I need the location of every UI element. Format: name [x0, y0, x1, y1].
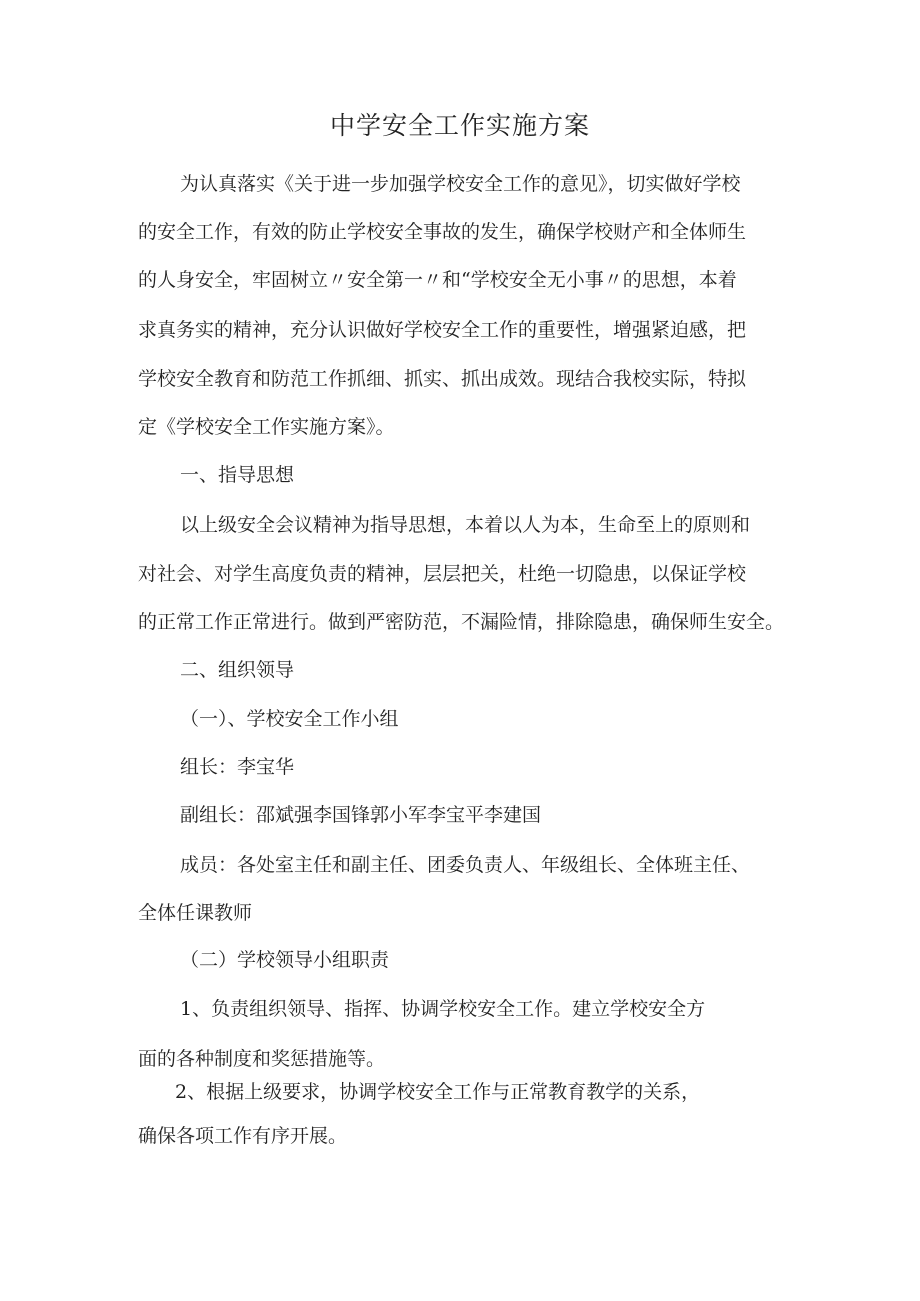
paragraph-line: 的安全工作，有效的防止学校安全事故的发生，确保学校财产和全体师生: [138, 221, 747, 243]
document-title: 中学安全工作实施方案: [329, 111, 590, 140]
paragraph-line: 为认真落实《关于进一步加强学校安全工作的意见》，切实做好学校: [180, 173, 741, 195]
subsection-heading-responsibilities: （二）学校领导小组职责: [180, 949, 390, 971]
subsection-heading-safety-group: （一）、学校安全工作小组: [180, 708, 399, 730]
members-line-continued: 全体任课教师: [138, 902, 253, 924]
deputy-leader-line: 副组长：邵斌强李国锋郭小军李宝平李建国: [180, 804, 542, 826]
paragraph-line: 对社会、对学生高度负责的精神，层层把关，杜绝一切隐患，以保证学校: [138, 563, 747, 585]
responsibility-item-1: 1、负责组织领导、指挥、协调学校安全工作。建立学校安全方: [180, 998, 706, 1020]
responsibility-item-1-continued: 面的各种制度和奖惩措施等。: [138, 1048, 386, 1070]
responsibility-item-2: 2、根据上级要求，协调学校安全工作与正常教育教学的关系，: [175, 1081, 701, 1103]
paragraph-line: 的正常工作正常进行。做到严密防范，不漏险情，排除隐患，确保师生安全。: [138, 611, 785, 633]
paragraph-line: 以上级安全会议精神为指导思想，本着以人为本，生命至上的原则和: [180, 514, 751, 536]
section-heading-guiding-thought: 一、指导思想: [180, 464, 295, 486]
paragraph-line: 学校安全教育和防范工作抓细、抓实、抓出成效。现结合我校实际，特拟: [138, 368, 747, 390]
section-heading-organization: 二、组织领导: [180, 659, 295, 681]
members-line: 成员：各处室主任和副主任、团委负责人、年级组长、全体班主任、: [180, 854, 751, 876]
group-leader-line: 组长：李宝华: [180, 756, 295, 778]
paragraph-line: 的人身安全，牢固树立〃安全第一〃和“学校安全无小事〃的思想，本着: [138, 269, 737, 291]
responsibility-item-2-continued: 确保各项工作有序开展。: [138, 1125, 348, 1147]
paragraph-line: 定《学校安全工作实施方案》。: [138, 416, 395, 438]
paragraph-line: 求真务实的精神，充分认识做好学校安全工作的重要性，增强紧迫感，把: [138, 319, 747, 341]
